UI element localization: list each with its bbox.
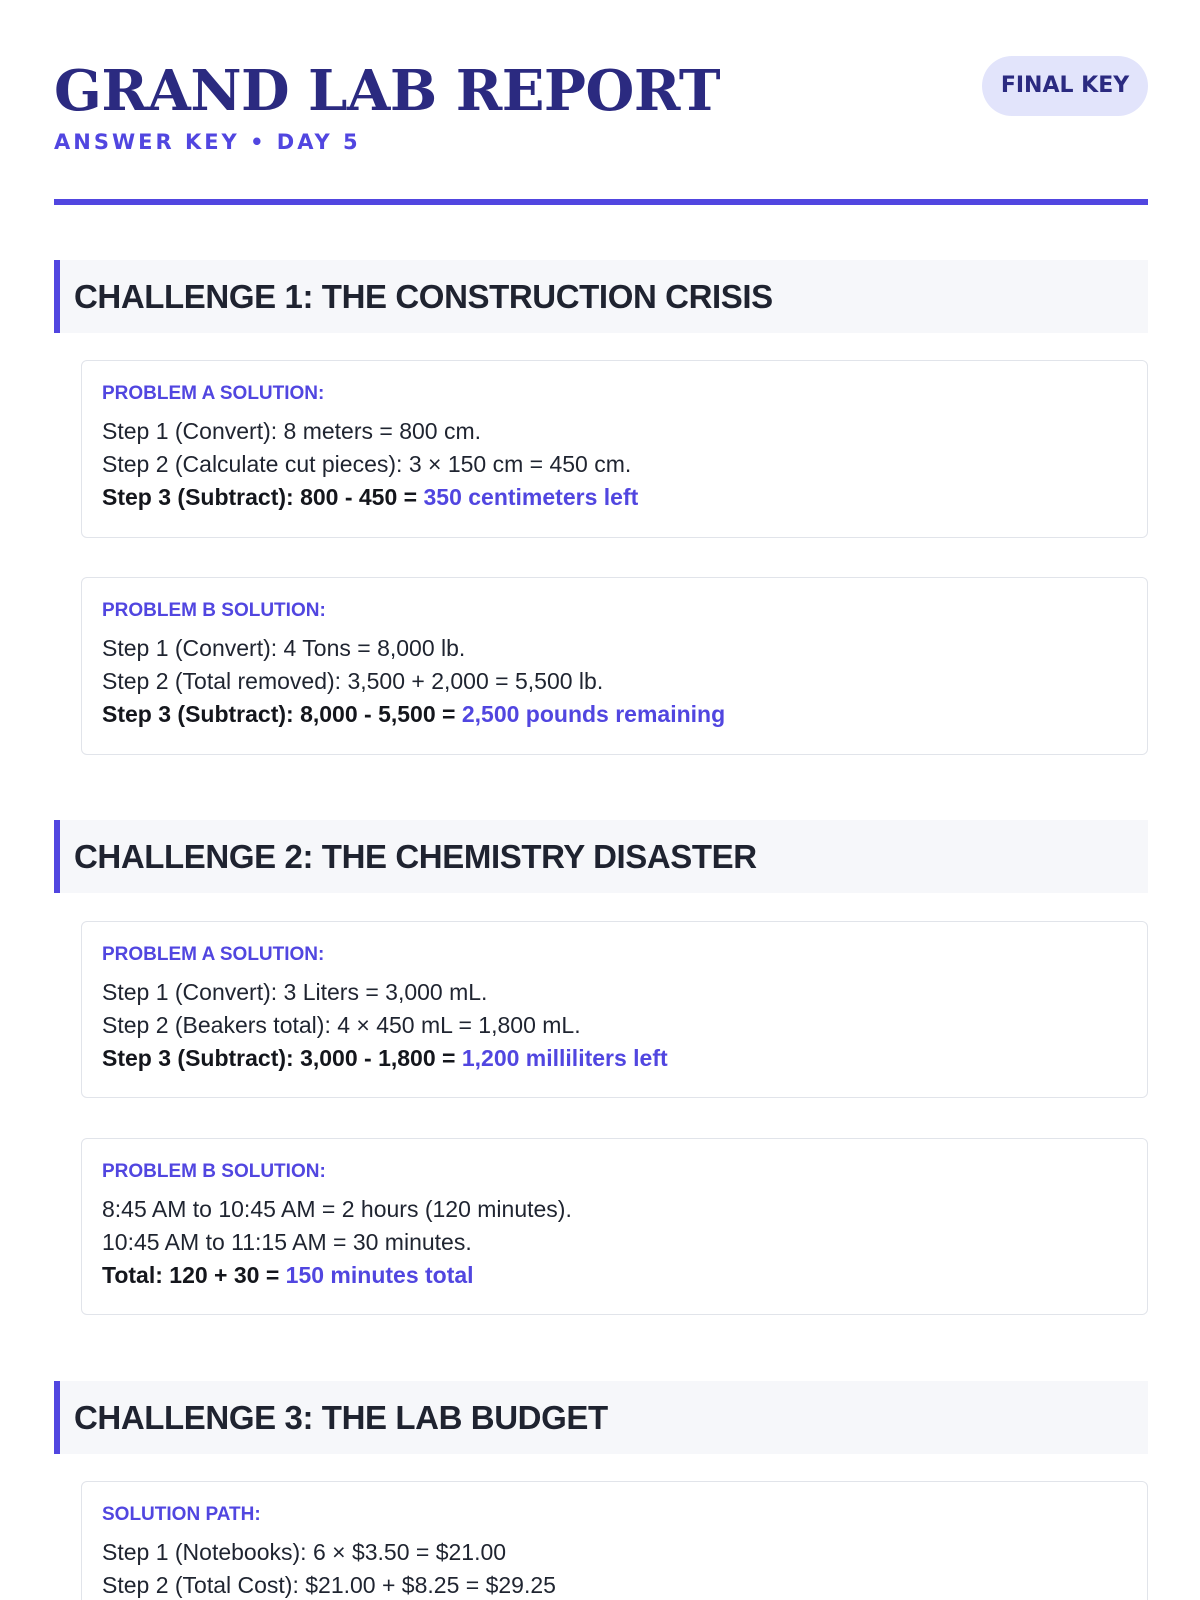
solution-label: PROBLEM B SOLUTION: — [102, 1161, 326, 1182]
page-title: GRAND LAB REPORT — [54, 58, 721, 124]
solution-step-3-lead: Step 3 (Subtract): 3,000 - 1,800 = — [102, 1045, 462, 1071]
final-answer: 150 minutes total — [285, 1262, 474, 1288]
solution-step-3 — [102, 482, 638, 512]
solution-label: PROBLEM A SOLUTION: — [102, 944, 325, 965]
solution-step-1: Step 1 (Convert): 8 meters = 800 cm. — [102, 418, 482, 444]
solution-step-2: Step 2 (Total Cost): $21.00 + $8.25 = $29.25 — [102, 1572, 556, 1598]
header-divider — [54, 199, 1148, 205]
solution-step-1: Step 1 (Convert): 4 Tons = 8,000 lb. — [102, 635, 466, 661]
challenge-1-problem-a-card — [81, 360, 1148, 538]
challenge-2-problem-a-card — [81, 921, 1148, 1098]
challenge-3-title: CHALLENGE 3: THE LAB BUDGET — [74, 1399, 608, 1436]
challenge-1-problem-b-card — [81, 577, 1148, 755]
challenge-1-header — [54, 260, 1148, 333]
solution-step-2: 10:45 AM to 11:15 AM = 30 minutes. — [102, 1229, 472, 1255]
challenge-1-title: CHALLENGE 1: THE CONSTRUCTION CRISIS — [74, 278, 773, 315]
final-answer: 1,200 milliliters left — [461, 1045, 668, 1071]
challenge-3-header — [54, 1381, 1148, 1454]
challenge-2-title: CHALLENGE 2: THE CHEMISTRY DISASTER — [74, 838, 757, 875]
solution-step-2: Step 2 (Total removed): 3,500 + 2,000 = 5,500 lb. — [102, 668, 604, 694]
challenge-2-header — [54, 820, 1148, 893]
solution-step-2: Step 2 (Calculate cut pieces): 3 × 150 cm = 450 cm. — [102, 451, 632, 477]
solution-step-1: 8:45 AM to 10:45 AM = 2 hours (120 minutes). — [102, 1196, 572, 1222]
final-answer: 350 centimeters left — [423, 484, 639, 510]
solution-step-3-lead: Step 3 (Subtract): 800 - 450 = — [102, 484, 424, 510]
solution-step-3 — [102, 699, 725, 729]
solution-label: PROBLEM A SOLUTION: — [102, 383, 325, 404]
challenge-2-problem-b-card — [81, 1138, 1148, 1315]
solution-label: SOLUTION PATH: — [102, 1504, 261, 1525]
solution-label: PROBLEM B SOLUTION: — [102, 600, 326, 621]
final-answer: 2,500 pounds remaining — [461, 701, 726, 727]
report-header — [54, 56, 1148, 166]
final-key-badge: FINAL KEY — [982, 56, 1148, 116]
solution-step-1: Step 1 (Notebooks): 6 × $3.50 = $21.00 — [102, 1539, 507, 1565]
solution-step-3 — [102, 1043, 668, 1073]
solution-total-lead: Total: 120 + 30 = — [102, 1262, 286, 1288]
solution-total — [102, 1260, 474, 1290]
solution-step-1: Step 1 (Convert): 3 Liters = 3,000 mL. — [102, 979, 488, 1005]
page-subtitle: ANSWER KEY • DAY 5 — [54, 130, 361, 154]
solution-step-2: Step 2 (Beakers total): 4 × 450 mL = 1,800 mL. — [102, 1012, 581, 1038]
answer-key-page — [54, 0, 1148, 1600]
solution-step-3-lead: Step 3 (Subtract): 8,000 - 5,500 = — [102, 701, 462, 727]
challenge-3-solution-card — [81, 1481, 1148, 1600]
